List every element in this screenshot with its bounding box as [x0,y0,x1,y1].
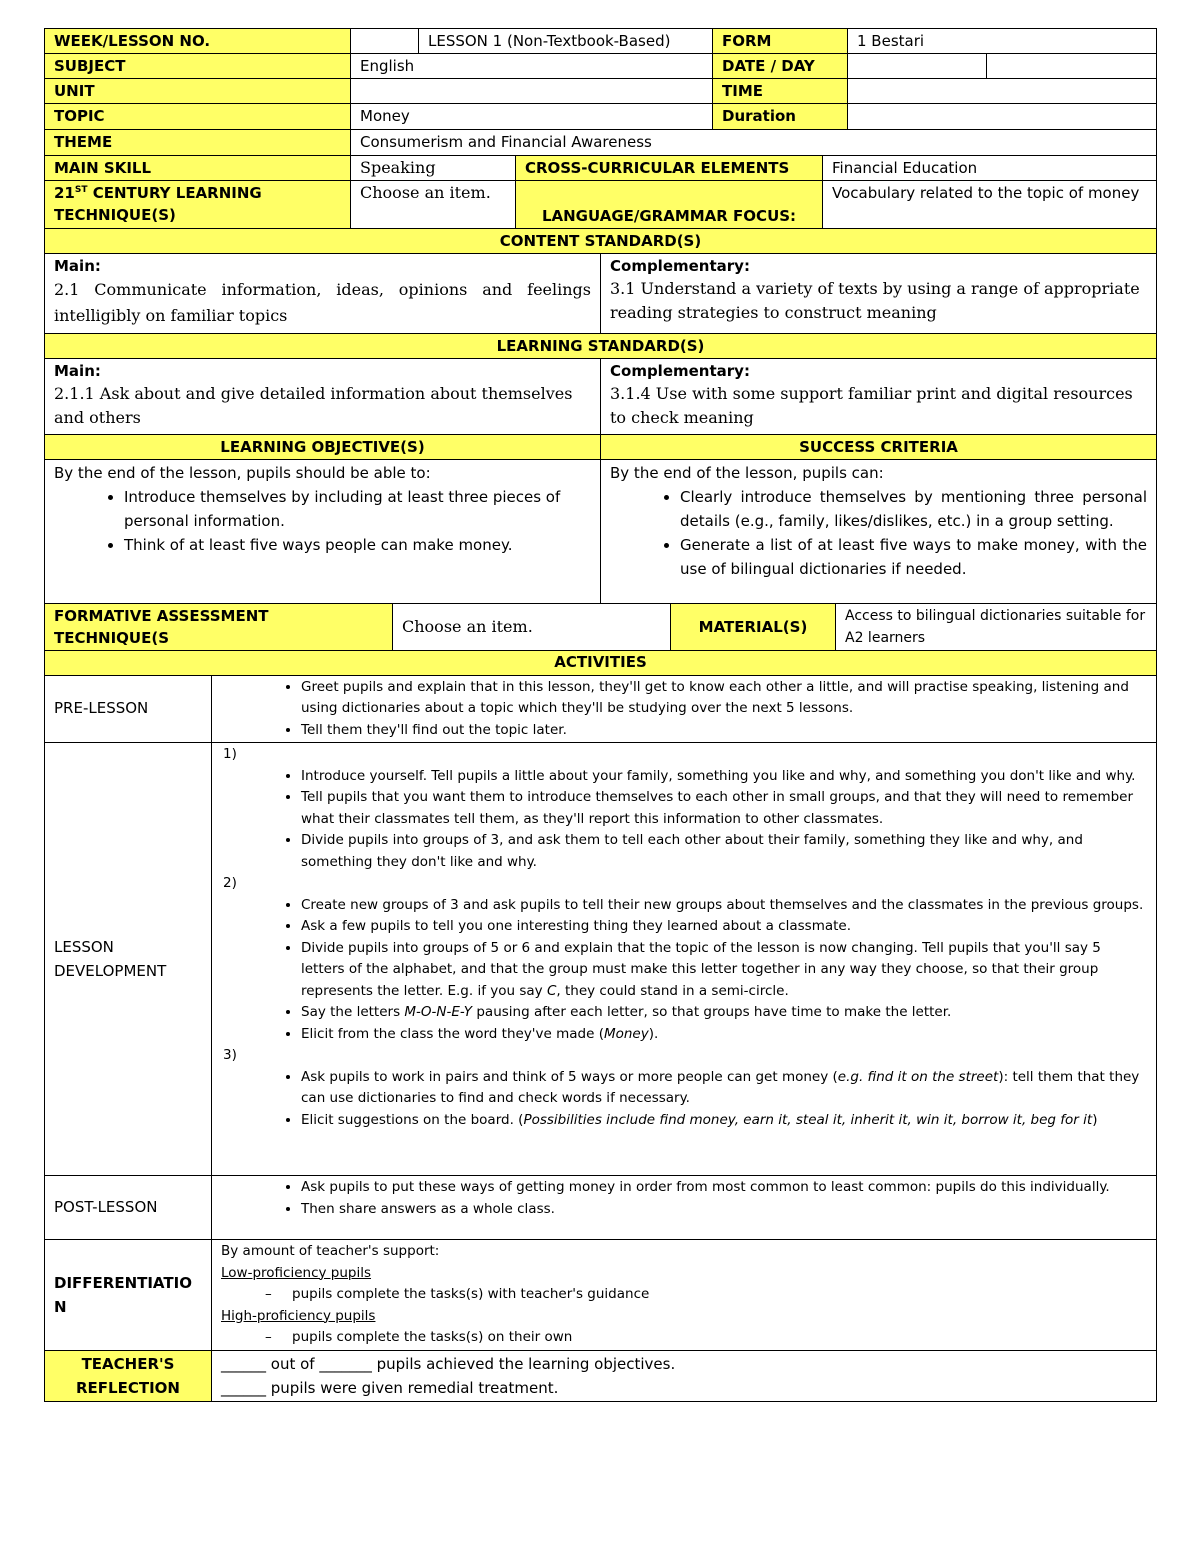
learning-standard-complementary [601,359,1157,435]
unit-value[interactable] [351,79,713,104]
success-intro: By the end of the lesson, pupils can: [610,464,884,482]
standards-table [44,228,1157,604]
list-item: • Create new groups of 3 and ask pupils to tell their new groups about themselves and the classmates in the previous groups. [301,895,1147,917]
century-learning-label: 21ST CENTURY LEARNING TECHNIQUE(S) [45,181,351,229]
list-item: • Introduce yourself. Tell pupils a little about your family, something you like and why, and something you don't like and why. [301,766,1147,788]
list-item: • Generate a list of at least five ways to make money, with the use of bilingual dictionaries if needed. [680,533,1147,581]
activities-table [44,650,1157,1402]
main-skill-value[interactable]: Speaking [351,156,516,181]
step-number: 3) [223,1047,237,1063]
subject-label: SUBJECT [45,54,351,79]
form-label: FORM [713,29,848,54]
list-item: • Elicit from the class the word they've made (Money). [301,1024,1147,1046]
header-table [44,28,1157,130]
list-item: • Divide pupils into groups of 3, and ask them to tell each other about their family, something they like and why, and something they don't like and why. [301,830,1147,873]
objectives-heading: LEARNING OBJECTIVE(S) [45,435,601,460]
differentiation-cell [212,1240,1157,1351]
header-table-2 [44,129,1157,229]
high-proficiency-heading: High-proficiency pupils [221,1307,376,1324]
content-main-label: Main: [54,257,101,275]
success-list [610,485,1147,581]
main-skill-label: MAIN SKILL [45,156,351,181]
step-2-list [221,895,1147,1046]
grammar-focus-label: LANGUAGE/GRAMMAR FOCUS: [516,181,823,229]
list-item: • Introduce themselves by including at least three pieces of personal information. [124,485,591,533]
step-3-list [221,1067,1147,1132]
time-value[interactable] [848,79,1157,104]
subject-value[interactable]: English [351,54,713,79]
list-item: • Divide pupils into groups of 5 or 6 and explain that the topic of the lesson is now changing. Tell pupils that you'll say 5 letters of the alphabet, and that the group must make this letter together in any way they choose, so that their group represents the letter. E.g. if you say C, they could stand in a semi-circle. [301,938,1147,1003]
content-comp-text: 3.1 Understand a variety of texts by using a range of appropriate reading strategies to construct meaning [610,279,1140,322]
lesson-development-cell [212,743,1157,1176]
pre-lesson-label: PRE-LESSON [45,675,212,743]
high-proficiency-list [221,1327,1147,1349]
step-number: 2) [223,875,237,891]
list-item: • Ask pupils to work in pairs and think of 5 ways or more people can get money (e.g. find it on the street): tell them that they can use dictionaries to find and check words if necessary. [301,1067,1147,1110]
reflection-label: TEACHER'S REFLECTION [45,1350,212,1401]
list-item: • Think of at least five ways people can make money. [124,533,591,557]
date-value[interactable] [848,54,987,79]
assessment-table [44,603,1157,651]
list-item: • Ask a few pupils to tell you one interesting thing they learned about a classmate. [301,916,1147,938]
step-number: 1) [223,746,237,762]
learning-main-text: 2.1.1 Ask about and give detailed information about themselves and others [54,384,573,427]
content-comp-label: Complementary: [610,257,750,275]
day-value[interactable] [987,54,1157,79]
pre-lesson-list [221,677,1147,742]
form-value[interactable]: 1 Bestari [848,29,1157,54]
list-item: • Elicit suggestions on the board. (Possibilities include find money, earn it, steal it, inherit it, win it, borrow it, beg for it) [301,1110,1147,1132]
theme-label: THEME [45,130,351,156]
list-item: • Greet pupils and explain that in this lesson, they'll get to know each other a little, and will practise speaking, listening and using dictionaries about a topic which they'll be studying over the next 5 lessons. [301,677,1147,720]
topic-value[interactable]: Money [351,104,713,130]
post-lesson-cell [212,1176,1157,1240]
lesson-value[interactable]: LESSON 1 (Non-Textbook-Based) [419,29,713,54]
list-item: • Tell them they'll find out the topic later. [301,720,1147,742]
assessment-label: FORMATIVE ASSESSMENT TECHNIQUE(S [45,604,393,651]
content-standard-complementary [601,254,1157,334]
low-proficiency-heading: Low-proficiency pupils [221,1264,372,1281]
pre-lesson-cell [212,675,1157,743]
duration-value[interactable] [848,104,1157,130]
cross-curricular-label: CROSS-CURRICULAR ELEMENTS [516,156,823,181]
assessment-value[interactable]: Choose an item. [393,604,671,651]
low-proficiency-list [221,1284,1147,1306]
theme-value[interactable]: Consumerism and Financial Awareness [351,130,1157,156]
lesson-development-label: LESSON DEVELOPMENT [45,743,212,1176]
cross-curricular-value[interactable]: Financial Education [823,156,1157,181]
content-main-text: 2.1 Communicate information, ideas, opinions and feelings intelligibly on familiar topics [54,280,591,325]
grammar-focus-value[interactable]: Vocabulary related to the topic of money [823,181,1157,229]
content-standard-heading: CONTENT STANDARD(S) [45,229,1157,254]
step-1-list [221,766,1147,874]
topic-label: TOPIC [45,104,351,130]
list-item: • Clearly introduce themselves by mentioning three personal details (e.g., family, likes/dislikes, etc.) in a group setting. [680,485,1147,533]
material-label: MATERIAL(S) [671,604,836,651]
objectives-list [54,485,591,557]
objectives-cell [45,460,601,604]
list-item: – pupils complete the tasks(s) on their own [265,1327,1147,1349]
week-label: WEEK/LESSON NO. [45,29,351,54]
success-cell [601,460,1157,604]
content-standard-main [45,254,601,334]
week-value[interactable] [351,29,419,54]
reflection-line-1[interactable]: ______ out of _______ pupils achieved the learning objectives. [221,1354,676,1373]
reflection-cell [212,1350,1157,1401]
objectives-intro: By the end of the lesson, pupils should be able to: [54,464,431,482]
learning-standard-main [45,359,601,435]
learning-standard-heading: LEARNING STANDARD(S) [45,334,1157,359]
material-value[interactable]: Access to bilingual dictionaries suitable for A2 learners [836,604,1157,651]
activities-heading: ACTIVITIES [45,651,1157,676]
differentiation-intro: By amount of teacher's support: [221,1243,440,1259]
duration-label: Duration [713,104,848,130]
list-item: – pupils complete the tasks(s) with teacher's guidance [265,1284,1147,1306]
list-item: • Say the letters M-O-N-E-Y pausing after each letter, so that groups have time to make the letter. [301,1002,1147,1024]
unit-label: UNIT [45,79,351,104]
post-lesson-list [221,1177,1147,1220]
learning-main-label: Main: [54,362,101,380]
learning-comp-text: 3.1.4 Use with some support familiar print and digital resources to check meaning [610,384,1133,427]
lesson-plan [44,28,1156,1402]
list-item: • Ask pupils to put these ways of getting money in order from most common to least common: pupils do this individually. [301,1177,1147,1199]
time-label: TIME [713,79,848,104]
list-item: • Tell pupils that you want them to introduce themselves to each other in small groups, and that they will need to remember what their classmates tell them, as they'll report this information to other classmates. [301,787,1147,830]
differentiation-label: DIFFERENTIATIO N [45,1240,212,1351]
list-item: • Then share answers as a whole class. [301,1199,1147,1221]
reflection-line-2[interactable]: ______ pupils were given remedial treatment. [221,1378,559,1397]
learning-comp-label: Complementary: [610,362,750,380]
century-learning-value[interactable]: Choose an item. [351,181,516,229]
success-heading: SUCCESS CRITERIA [601,435,1157,460]
date-label: DATE / DAY [713,54,848,79]
post-lesson-label: POST-LESSON [45,1176,212,1240]
